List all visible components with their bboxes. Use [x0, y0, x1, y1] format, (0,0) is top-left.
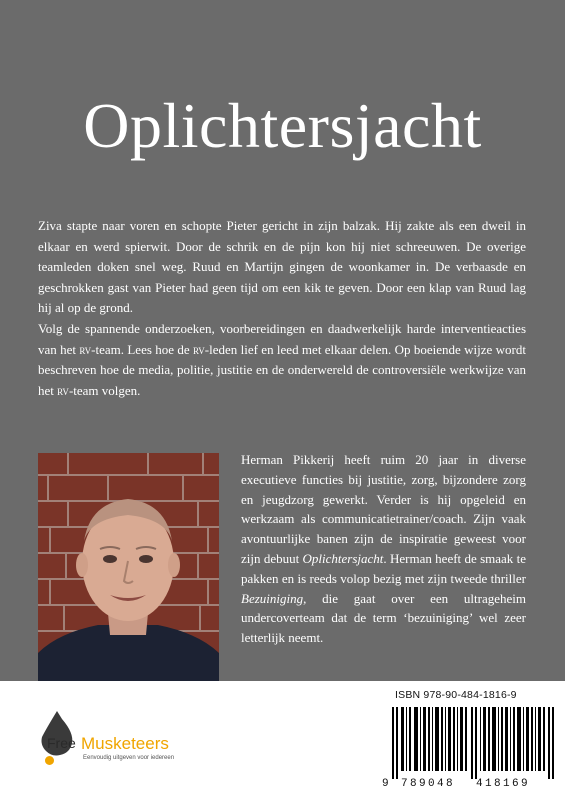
rv-abbrev: rv — [57, 382, 69, 398]
blurb-text-part: -leden lief en leed met elkaar delen. Op boeiende wijze wordt beschreven hoe de media, politie, justitie en de onderwereld de controversiële werkwijze van het — [38, 341, 526, 398]
footer — [0, 681, 565, 800]
bio-text-part: . Herman heeft de smaak te pakken en is reeds volop bezig met zijn tweede thriller — [241, 550, 526, 586]
book-title-reference: Bezuiniging — [241, 590, 304, 606]
bio-text-part: Herman Pikkerij heeft ruim 20 jaar in diverse executieve functies bij justitie, zorg, bijzondere zorg en jeugdzorg gewerkt. Verder is hij opgeleid en werkzaam als communicatietrainer/coach. Zijn vaak avontuurlijke banen zijn de inspiratie geweest voor zijn debuut — [241, 452, 526, 566]
blurb-text-part: -team volgen. — [68, 382, 141, 398]
logo-musketeers-text: Musketeers — [81, 734, 169, 753]
ean-first-digit: 9 — [382, 778, 389, 790]
ean-right-digits: 418169 — [476, 778, 531, 790]
book-title-reference: Oplichtersjacht — [302, 550, 384, 566]
author-photo — [38, 453, 219, 682]
bio-text-part: , die gaat over een ultrageheim undercoverteam dat de term ‘bezuiniging’ wel zeer letterlijk neemt. — [241, 590, 526, 646]
logo-free-text: Free — [47, 735, 76, 751]
blurb-paragraph-2 — [38, 319, 526, 401]
barcode — [381, 687, 565, 797]
author-portrait-illustration — [38, 453, 219, 682]
blurb-paragraph-1: Ziva stapte naar voren en schopte Pieter gericht in zijn balzak. Hij zakte als een dweil in elkaar en werd spierwit. Door de schrik en de pijn kon hij niet schreeuwen. De overige teamleden doken snel weg. Ruud en Martijn gingen de woonkamer in. De verbaasde en geschrokken gast van Pieter had geen tijd om een kik te geven. Door een klap van Ruud lag hij al op de grond. — [38, 218, 526, 316]
book-title: Oplichtersjacht — [83, 90, 482, 161]
ean-left-digits: 789048 — [401, 778, 456, 790]
logo-dot-icon — [45, 756, 54, 765]
isbn-label: ISBN 978-90-484-1816-9 — [395, 689, 517, 701]
rv-abbrev: rv — [79, 341, 92, 357]
blurb-text-part: Volg de spannende onderzoeken, voorbereidingen en daadwerkelijk harde interventieacties van het — [38, 320, 526, 357]
blurb-text-part: -team. Lees hoe de — [91, 341, 193, 357]
publisher-tagline: Eenvoudig uitgeven voor iedereen — [83, 755, 175, 761]
publisher-logo — [38, 711, 198, 771]
blurb-text — [38, 216, 526, 401]
rv-abbrev: rv — [193, 341, 205, 357]
author-bio — [241, 450, 526, 648]
barcode-bars-icon — [392, 707, 558, 779]
author-bio-paragraph — [241, 450, 526, 648]
